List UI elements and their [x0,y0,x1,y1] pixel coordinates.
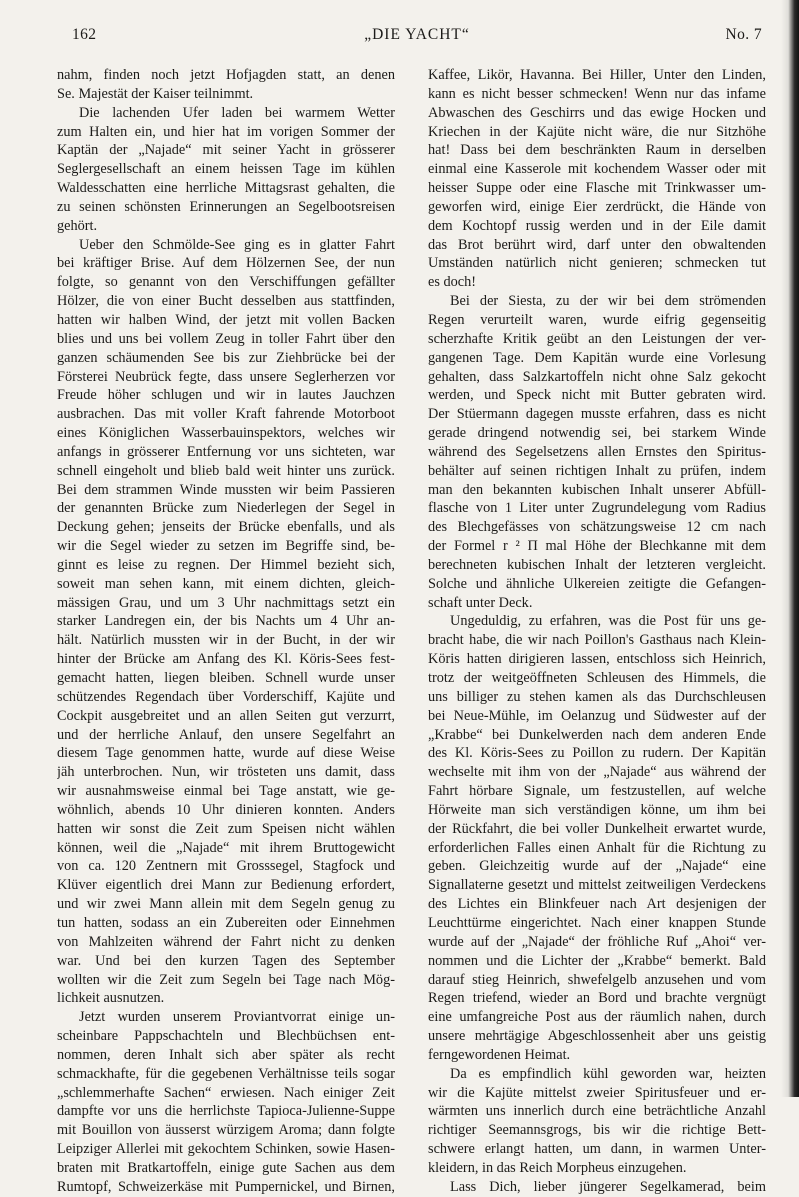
text-line: zum Halten ein, und hier hat im vorigen Sommer der [57,123,395,140]
journal-title: „DIE YACHT“ [364,26,470,43]
running-header [72,26,762,46]
text-line: Regen triefend, wieder an Bord und brachte vergnügt [428,990,766,1007]
text-line: Leipziger Allerlei mit gekochtem Schinken, sowie Hasen- [57,1141,395,1158]
page-number: 162 [72,26,97,43]
text-line: kann es nicht besser schmecken! Wenn nur das infame [428,85,766,102]
text-line: Rumtopf, Schweizerkäse mit Pumpernickel, und Birnen, [57,1178,395,1195]
text-line: kleidern, in das Reich Morpheus einzugehen. [428,1159,687,1176]
text-line: unsere mehrtägige Abgeschlossenheit aber uns geistig [428,1028,766,1045]
text-line: anfangs in grösserer Entfernung vor uns sichteten, war [57,443,395,460]
text-line: darauf stieg Heinrich, shwefelgelb anzusehen und vom [428,971,766,988]
text-line: bei Neue-Mühle, im Oelanzug und Südwester auf der [428,707,766,724]
text-line: Bei der Siesta, zu der wir bei dem strömenden [450,293,766,310]
text-line: ginnt es leise zu regnen. Der Himmel bezieht sich, [57,556,395,573]
text-line: nahm, finden noch jetzt Hofjagden statt, an denen [57,67,395,83]
left-text-column [57,66,395,1197]
text-line: schmackhafte, für die gegebenen Verhältnisse teils sogar [57,1065,395,1082]
text-line: schützendes Regendach über Vorderschiff, Kajüte und [57,688,395,705]
text-line: Försterei Neubrück fegte, dass unsere Seglerherzen vor [57,368,395,385]
text-line: Kriechen in der Kajüte nicht wäre, die nur Sitzhöhe [428,123,766,140]
text-line: geworfen wird, einige Eier zerdrückt, die Hände von [428,198,766,215]
text-line: eines Königlichen Wasserbauinspektors, welches wir [57,425,395,442]
text-line: braten mit Bratkartoffeln, einige gute Sachen aus dem [57,1159,395,1176]
text-line: war. Und bei den kurzen Tagen des September [57,952,395,969]
text-line: und der herrliche Anlauf, den unsere Segelfahrt an [57,726,395,743]
text-line: hatten wir halben Wind, der jetzt mit vollen Backen [57,311,395,328]
text-line: des Blechgefässes von schätzungsweise 12 cm nach [428,519,766,536]
text-line: Umständen natürlich nicht genieren; schmecken tut [428,255,766,272]
text-line: diesem Tage genommen hatte, wurde auf diese Weise [57,745,395,762]
text-line: von ca. 120 Zentnern mit Grosssegel, Stagfock und [57,858,395,875]
text-line: mässigen Grau, und um 3 Uhr nachmittags setzt ein [57,594,395,611]
text-line: bei kräftiger Brise. Auf dem Hölzernen See, der nun [57,255,395,272]
text-line: soweit man sehen kann, mit einem dichten, gleich- [57,575,395,592]
text-line: wir die Kajüte mittelst zweier Spiritusfeuer und er- [428,1084,766,1101]
text-line: Waldesschatten eine herrliche Mittagsrast gehalten, die [57,180,395,197]
text-line: Jetzt wurden unserem Proviantvorrat einige un- [79,1009,395,1026]
text-line: Hölzer, die von einer Bucht desselben aus stattfinden, [57,293,395,310]
text-line: nommen und die Lichter der „Krabbe“ bemerkt. Bald [428,952,766,969]
text-line: Abwaschen des Geschirrs und das ewige Hocken und [428,104,766,121]
text-line: hatten wir sonst die Zeit zum Speisen nicht wählen [57,820,395,837]
text-line: Lass Dich, lieber jüngerer Segelkamerad, beim [450,1178,766,1195]
text-line: scheinbare Pappschachteln und Blechbüchsen ent- [57,1028,395,1045]
text-line: erforderlichen Falles einen Anhalt für die Richtung zu [428,839,766,856]
text-line: das Brot berührt wird, darf unter den obwaltenden [428,236,766,253]
text-line: gehalten, dass Salzkartoffeln nicht ohne Salz gekocht [428,368,766,385]
text-line: und wir zwei Mann allein mit dem Segeln genug zu [57,896,395,913]
text-line: Ueber den Schmölde-See ging es in glatter Fahrt [79,236,395,253]
text-line: Kaffee, Likör, Havanna. Bei Hiller, Unter den Linden, [428,67,766,83]
text-line: folgte, so genannt von den Verschiffungen gefällter [57,274,395,291]
text-line: hat! Dass bei dem beschränkten Raum in derselben [428,142,766,159]
text-line: Hörweite man sich verständigen könne, um ihm bei [428,801,766,818]
text-line: scherzhafte Kritik geübt an den Leistungen der ver- [428,330,766,347]
text-line: Köris hatten dirigieren lassen, entschloss sich Heinrich, [428,651,766,668]
text-line: während des Segelsetzens allen Ernstes den Spiritus- [428,443,766,460]
text-line: wärmten uns innerlich durch eine beträchtliche Anzahl [428,1103,766,1120]
text-line: der Rückfahrt, die bei voller Dunkelheit erwartet wurde, [428,820,766,837]
text-line: Regen verurteilt waren, wurde eifrig gegenseitig [428,311,766,328]
text-line: hält. Natürlich mussten wir in der Bucht, in der wir [57,632,395,649]
text-line: Signallaterne gesetzt und mittelst zeitweiligen Verdeckens [428,877,766,894]
text-line: gerade dringend notwendig sei, bei starkem Winde [428,425,766,442]
text-line: dem Kochtopf russig werden und in der Eile damit [428,217,766,234]
text-line: blies und uns bei vollem Zeug in toller Fahrt über den [57,330,395,347]
text-line: Solche und ähnliche Ulkereien zeitigte die Gefangen- [428,575,766,592]
text-line: ganzen schäumenden See bis zur Ziehbrücke bei der [57,349,395,366]
text-line: der genannten Brücke zum Niederlegen der Segel in [57,500,395,517]
text-line: man den bekannten kubischen Inhalt unserer Abfüll- [428,481,766,498]
text-line: gehört. [57,217,98,234]
text-line: schaft unter Deck. [428,594,533,611]
text-line: nommen, deren Inhalt sich aber später als recht [57,1046,395,1063]
text-line: Da es empfindlich kühl geworden war, heizten [450,1065,766,1082]
text-line: zu seinen schönsten Erinnerungen an Segelbootsreisen [57,198,395,215]
text-line: richtiger Seemannsgrogs, bis wir die richtige Bett- [428,1122,766,1139]
text-line: wurde auf der „Najade“ der fröhliche Ruf „Ahoi“ ver- [428,933,766,950]
text-line: Der Stüermann dagegen musste erfahren, dass es nicht [428,406,766,423]
text-line: mit Bouillon von äusserst würzigem Aroma; dann folgte [57,1122,395,1139]
text-line: wechselte mit ihm von der „Najade“ aus während der [428,764,766,781]
text-line: bracht habe, die wir nach Poillon's Gasthaus nach Klein- [428,632,766,649]
text-line: gemacht hatten, liegen bleiben. Schnell wurde unser [57,670,395,686]
text-line: des Kl. Köris-Sees zu Poillon zu rudern. Der Kapitän [428,745,766,762]
text-line: Kaptän der „Najade“ mit seiner Yacht in grösserer [57,142,395,159]
text-line: „Krabbe“ bei Dunkelwerden nach dem anderen Ende [428,726,766,743]
text-line: Die lachenden Ufer laden bei warmem Wetter [79,104,395,121]
text-line: hinter der Brücke am Anfang des Kl. Köris-Sees fest- [57,651,395,668]
text-line: Freude höher schlugen und wir in lautes Jauchzen [57,387,395,404]
text-line: können, weil die „Najade“ mit ihrem Bruttogewicht [57,839,395,856]
page-binding-shadow [781,0,799,1097]
text-line: berechneten kubischen Inhalt der letzteren vergleicht. [428,556,766,573]
text-line: heisser Suppe oder eine Flasche mit Trinkwasser um- [428,180,766,197]
text-line: ausbrachen. Das mit voller Kraft fahrende Motorboot [57,406,395,423]
text-line: Klüver eigentlich drei Mann zur Bedienung erfordert, [57,877,395,894]
text-line: trotz der weitgeöffneten Schleusen des Himmels, die [428,670,766,686]
text-line: es doch! [428,274,477,291]
text-line: starker Landregen ein, der bis Nachts um 4 Uhr an- [57,613,395,630]
text-line: geben. Gleichzeitig wurde auf der „Najade“ eine [428,858,766,875]
text-line: uns billiger zu stehen kamen als das Durchschleusen [428,688,766,705]
text-line: werden, und Speck nicht mit Butter gebraten wird. [428,387,766,404]
text-line: wir die Segel wieder zu setzen im Begriffe sind, be- [57,538,395,555]
text-line: „schlemmerhafte Sachen“ erwiesen. Nach einiger Zeit [57,1084,395,1101]
text-line: schnell eingeholt und blieb bald weit hinter uns zurück. [57,462,395,479]
text-line: Deckung gehen; jenseits der Brücke ebenfalls, und als [57,519,395,536]
text-line: der Formel r ² Π mal Höhe der Blechkanne mit dem [428,538,766,555]
text-line: Bei dem strammen Winde mussten wir beim Passieren [57,481,395,498]
text-line: tun hatten, sodass an ein Zubereiten oder Einnehmen [57,914,395,931]
text-line: Fahrt hörbare Signale, um festzustellen, auf welche [428,783,766,800]
text-line: lichkeit ausnutzen. [57,990,165,1007]
text-line: ferngewordenen Heimat. [428,1046,571,1063]
text-line: Leuchttürme eingerichtet. Nach einer knappen Stunde [428,914,766,931]
text-line: jäh unterbrochen. Nun, wir trösteten uns damit, dass [57,764,395,781]
right-text-column [428,66,766,1197]
text-line: flasche von 1 Liter unter Zugrundelegung vom Radius [428,500,766,517]
text-line: dampfte vor uns die herrlichste Tapioca-Julienne-Suppe [57,1103,395,1120]
text-line: eine umfangreiche Post aus der räumlich nahen, durch [428,1009,766,1026]
text-line: gangenen Tage. Dem Kapitän wurde eine Vorlesung [428,349,766,366]
text-line: behälter auf seinen richtigen Inhalt zu prüfen, indem [428,462,766,479]
text-line: einmal eine Kasserole mit kochendem Wasser oder mit [428,161,766,178]
text-line: wir ausnahmsweise einmal bei Tage anstatt, wie ge- [57,783,395,800]
text-line: von Mahlzeiten während der Fahrt nicht zu denken [57,933,395,950]
text-line: wollten wir die Zeit zum Segeln bei Tage nach Mög- [57,971,395,988]
text-line: des Lichtes ein Blinkfeuer nach Art desjenigen der [428,896,766,913]
text-line: Cockpit ausgebreitet und an allen Seiten gut verzurrt, [57,707,395,724]
text-line: wöhnlich, abends 10 Uhr dinieren konnten. Anders [57,801,395,818]
text-line: Se. Majestät der Kaiser teilnimmt. [57,85,254,102]
text-line: Ungeduldig, zu erfahren, was die Post für uns ge- [450,613,766,630]
text-line: Seglergesellschaft an einem heissen Tage im kühlen [57,161,395,178]
text-line: schwere erlangt hatten, um dann, in warmen Unter- [428,1141,766,1158]
issue-number: No. 7 [725,26,762,43]
